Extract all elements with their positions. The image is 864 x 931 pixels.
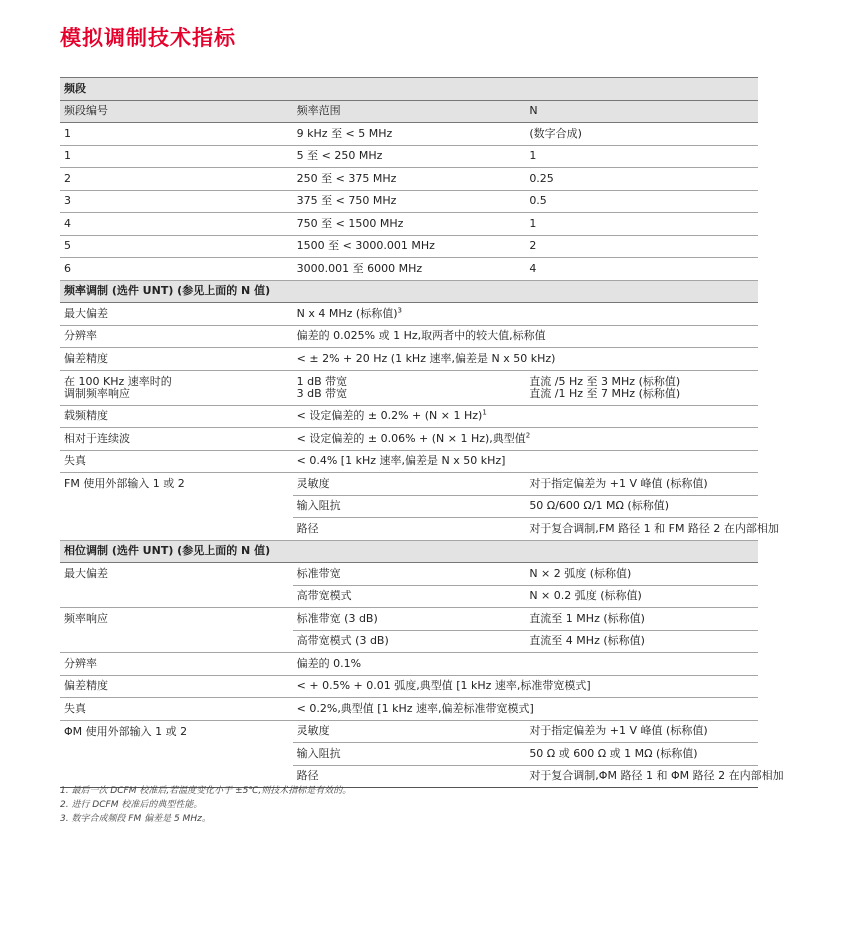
band-n: 4 bbox=[525, 258, 758, 281]
band-range: 250 至 < 375 MHz bbox=[293, 168, 526, 191]
spec-label-line: 在 100 KHz 速率时的 bbox=[64, 374, 172, 388]
col-header-band-number: 频段编号 bbox=[60, 100, 293, 123]
spec-value: < + 0.5% + 0.01 弧度,典型值 [1 kHz 速率,标准带宽模式] bbox=[293, 675, 758, 698]
band-range: 5 至 < 250 MHz bbox=[293, 145, 526, 168]
spec-value: < 0.2%,典型值 [1 kHz 速率,偏差标准带宽模式] bbox=[293, 698, 758, 721]
band-number: 1 bbox=[60, 123, 293, 146]
spec-label-empty bbox=[60, 630, 293, 653]
table-row bbox=[60, 563, 758, 586]
section-header-band: 频段 bbox=[60, 78, 758, 101]
band-number: 6 bbox=[60, 258, 293, 281]
table-row bbox=[60, 630, 758, 653]
spec-condition: 标准带宽 bbox=[293, 563, 526, 586]
spec-value: 50 Ω/600 Ω/1 MΩ (标称值) bbox=[525, 495, 758, 518]
spec-value-text: < 设定偏差的 ± 0.2% + (N × 1 Hz) bbox=[296, 409, 483, 423]
table-row bbox=[60, 145, 758, 168]
spec-value bbox=[293, 405, 758, 428]
spec-label: FM 使用外部输入 1 或 2 bbox=[64, 477, 185, 490]
footnotes bbox=[60, 784, 351, 826]
spec-value: 偏差的 0.025% 或 1 Hz,取两者中的较大值,标称值 bbox=[293, 325, 758, 348]
band-range: 9 kHz 至 < 5 MHz bbox=[293, 123, 526, 146]
spec-value: N × 2 弧度 (标称值) bbox=[525, 563, 758, 586]
table-row bbox=[60, 303, 758, 326]
spec-label: 分辨率 bbox=[60, 653, 293, 676]
spec-value: 偏差的 0.1% bbox=[293, 653, 758, 676]
page-title: 模拟调制技术指标 bbox=[60, 26, 236, 50]
spec-value: 对于指定偏差为 +1 V 峰值 (标称值) bbox=[525, 720, 758, 743]
spec-label: 最大偏差 bbox=[64, 567, 108, 580]
band-number: 5 bbox=[60, 235, 293, 258]
spec-value-text: N x 4 MHz (标称值) bbox=[296, 306, 398, 320]
band-number: 3 bbox=[60, 190, 293, 213]
spec-value: 对于复合调制,ΦM 路径 1 和 ΦM 路径 2 在内部相加 bbox=[525, 765, 758, 788]
spec-condition: 路径 bbox=[293, 765, 526, 788]
spec-value: < 0.4% [1 kHz 速率,偏差是 N x 50 kHz] bbox=[293, 450, 758, 473]
spec-value bbox=[293, 303, 758, 326]
spec-condition-line: 1 dB 带宽 bbox=[296, 374, 348, 388]
spec-value: 直流至 1 MHz (标称值) bbox=[525, 608, 758, 631]
section-header-pm: 相位调制 (选件 UNT) (参见上面的 N 值) bbox=[60, 540, 758, 563]
table-row bbox=[60, 585, 758, 608]
footnote: 3. 数字合成频段 FM 偏差是 5 MHz。 bbox=[60, 814, 211, 824]
spec-value: 直流至 4 MHz (标称值) bbox=[525, 630, 758, 653]
spec-value: 50 Ω 或 600 Ω 或 1 MΩ (标称值) bbox=[525, 743, 758, 766]
section-header-fm: 频率调制 (选件 UNT) (参见上面的 N 值) bbox=[60, 280, 758, 303]
spec-condition: 灵敏度 bbox=[293, 720, 526, 743]
table-row bbox=[60, 235, 758, 258]
spec-value: N × 0.2 弧度 (标称值) bbox=[525, 585, 758, 608]
table-row bbox=[60, 258, 758, 281]
col-header-frequency-range: 频率范围 bbox=[293, 100, 526, 123]
band-n: 0.25 bbox=[525, 168, 758, 191]
band-n: (数字合成) bbox=[525, 123, 758, 146]
table-row bbox=[60, 495, 758, 518]
table-header-row bbox=[60, 100, 758, 123]
spec-value: 对于复合调制,FM 路径 1 和 FM 路径 2 在内部相加 bbox=[525, 518, 758, 541]
spec-condition: 高带宽模式 bbox=[293, 585, 526, 608]
table-row bbox=[60, 743, 758, 766]
band-n: 1 bbox=[525, 145, 758, 168]
spec-table bbox=[60, 77, 784, 788]
table-row bbox=[60, 720, 758, 743]
footnote-ref: 1 bbox=[482, 408, 487, 417]
table-row bbox=[60, 168, 758, 191]
spec-condition: 输入阻抗 bbox=[293, 495, 526, 518]
spec-condition: 标准带宽 (3 dB) bbox=[293, 608, 526, 631]
table-row bbox=[60, 428, 758, 451]
spec-label: 偏差精度 bbox=[60, 348, 293, 371]
table-row bbox=[60, 473, 758, 496]
col-header-n: N bbox=[525, 100, 758, 123]
spec-label: 载频精度 bbox=[60, 405, 293, 428]
spec-label: 最大偏差 bbox=[60, 303, 293, 326]
spec-value-text: < 设定偏差的 ± 0.06% + (N × 1 Hz),典型值 bbox=[296, 431, 526, 445]
spec-label: 相对于连续波 bbox=[60, 428, 293, 451]
spec-label: 频率响应 bbox=[64, 612, 108, 625]
band-number: 1 bbox=[60, 145, 293, 168]
table-row bbox=[60, 608, 758, 631]
band-range: 1500 至 < 3000.001 MHz bbox=[293, 235, 526, 258]
table-row bbox=[60, 190, 758, 213]
table-row bbox=[60, 370, 758, 405]
band-n: 0.5 bbox=[525, 190, 758, 213]
table-row bbox=[60, 213, 758, 236]
spec-value-line: 直流 /5 Hz 至 3 MHz (标称值) bbox=[529, 374, 681, 388]
spec-condition-line: 3 dB 带宽 bbox=[296, 386, 348, 400]
footnote: 2. 进行 DCFM 校准后的典型性能。 bbox=[60, 800, 203, 810]
band-number: 2 bbox=[60, 168, 293, 191]
band-range: 3000.001 至 6000 MHz bbox=[293, 258, 526, 281]
footnote-ref: 2 bbox=[525, 431, 531, 440]
spec-label: ΦM 使用外部输入 1 或 2 bbox=[64, 724, 188, 738]
footnote: 1. 最后一次 DCFM 校准后,若温度变化小于 ±5℃,则技术指标是有效的。 bbox=[60, 786, 352, 796]
spec-label-line: 调制频率响应 bbox=[64, 386, 130, 400]
spec-label bbox=[60, 370, 293, 405]
spec-value: 对于指定偏差为 +1 V 峰值 (标称值) bbox=[525, 473, 758, 496]
spec-condition: 路径 bbox=[293, 518, 526, 541]
spec-condition: 灵敏度 bbox=[293, 473, 526, 496]
spec-value-line: 直流 /1 Hz 至 7 MHz (标称值) bbox=[529, 386, 681, 400]
spec-label-empty bbox=[60, 743, 293, 766]
table-row bbox=[60, 405, 758, 428]
table-row bbox=[60, 450, 758, 473]
spec-label: 失真 bbox=[60, 450, 293, 473]
band-n: 2 bbox=[525, 235, 758, 258]
spec-label-empty bbox=[60, 585, 293, 608]
table-row bbox=[60, 698, 758, 721]
band-range: 375 至 < 750 MHz bbox=[293, 190, 526, 213]
spec-condition: 输入阻抗 bbox=[293, 743, 526, 766]
spec-label-empty bbox=[60, 495, 293, 518]
band-n: 1 bbox=[525, 213, 758, 236]
spec-label: 分辨率 bbox=[60, 325, 293, 348]
table-row bbox=[60, 518, 758, 541]
spec-label: 失真 bbox=[60, 698, 293, 721]
table-row bbox=[60, 325, 758, 348]
band-number: 4 bbox=[60, 213, 293, 236]
table-row bbox=[60, 675, 758, 698]
spec-condition: 高带宽模式 (3 dB) bbox=[293, 630, 526, 653]
spec-value bbox=[525, 370, 758, 405]
spec-label: 偏差精度 bbox=[60, 675, 293, 698]
spec-condition bbox=[293, 370, 526, 405]
spec-value bbox=[293, 428, 758, 451]
footnote-ref: 3 bbox=[397, 306, 402, 315]
spec-label-empty bbox=[60, 518, 293, 541]
spec-value: < ± 2% + 20 Hz (1 kHz 速率,偏差是 N x 50 kHz) bbox=[293, 348, 758, 371]
table-row bbox=[60, 348, 758, 371]
table-row bbox=[60, 123, 758, 146]
band-range: 750 至 < 1500 MHz bbox=[293, 213, 526, 236]
table-row bbox=[60, 653, 758, 676]
